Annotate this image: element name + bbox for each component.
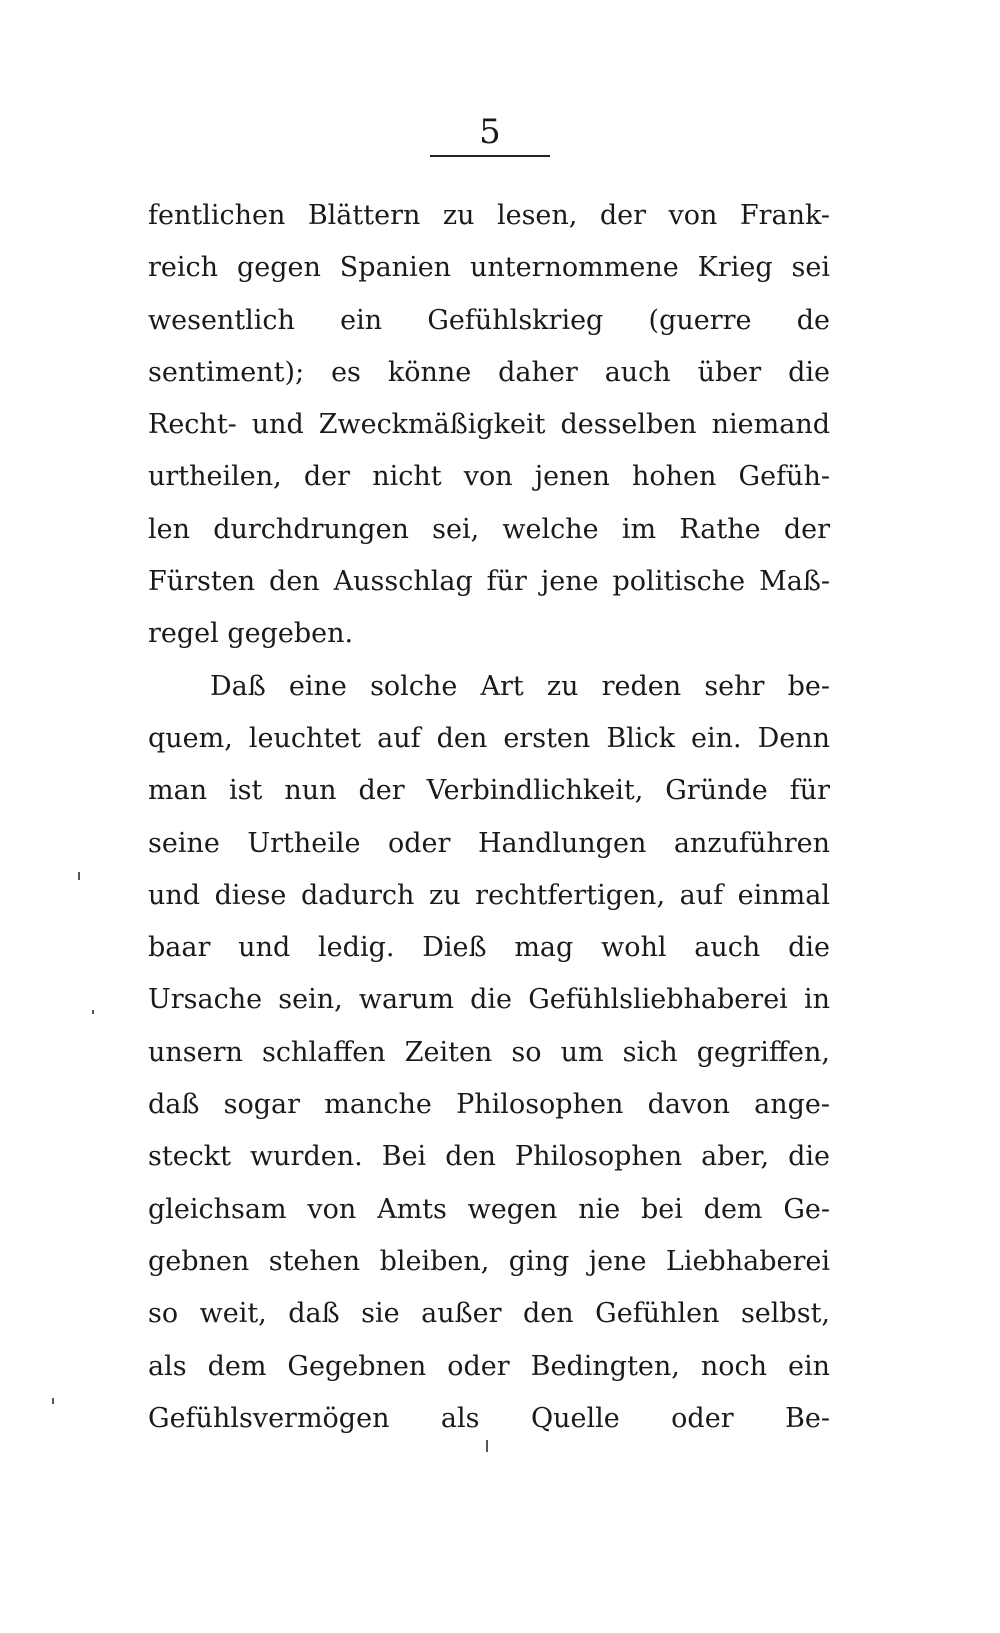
text-line: man ist nun der Verbindlichkeit, Gründe für — [148, 775, 830, 807]
text-line: baar und ledig. Dieß mag wohl auch die — [148, 932, 830, 964]
text-line: wesentlich ein Gefühlskrieg (guerre de — [148, 304, 830, 336]
text-line: len durchdrungen sei, welche im Rathe der — [148, 513, 830, 545]
paper-speck — [92, 1010, 94, 1014]
text-line: unsern schlaffen Zeiten so um sich gegriffen, — [148, 1036, 830, 1068]
text-line: gebnen stehen bleiben, ging jene Liebhaberei — [148, 1245, 830, 1277]
text-line: steckt wurden. Bei den Philosophen aber, die — [148, 1141, 830, 1173]
body-text — [148, 190, 830, 1445]
text-line: regel gegeben. — [148, 618, 354, 650]
text-line: Recht- und Zweckmäßigkeit desselben niemand — [148, 409, 830, 441]
text-line: daß sogar manche Philosophen davon ange- — [148, 1089, 830, 1121]
paper-speck — [78, 872, 80, 880]
paper-speck — [52, 1398, 54, 1404]
text-line: Ursache sein, warum die Gefühlsliebhaberei in — [148, 984, 830, 1016]
text-line: Fürsten den Ausschlag für jene politische Maß- — [148, 566, 830, 598]
text-line: sentiment); es könne daher auch über die — [148, 356, 830, 388]
text-line: als dem Gegebnen oder Bedingten, noch ein — [148, 1350, 830, 1382]
text-line: urtheilen, der nicht von jenen hohen Gefüh- — [148, 461, 830, 493]
text-line: Daß eine solche Art zu reden sehr be- — [210, 670, 830, 702]
header-rule — [430, 155, 550, 157]
text-line: fentlichen Blättern zu lesen, der von Frank- — [148, 200, 830, 231]
page-number: 5 — [479, 112, 501, 152]
paper-speck — [486, 1440, 488, 1452]
text-line: Gefühlsvermögen als Quelle oder Be- — [148, 1402, 830, 1434]
text-line: so weit, daß sie außer den Gefühlen selbst, — [148, 1298, 830, 1330]
text-line: reich gegen Spanien unternommene Krieg sei — [148, 252, 830, 284]
text-line: gleichsam von Amts wegen nie bei dem Ge- — [148, 1193, 830, 1225]
text-line: seine Urtheile oder Handlungen anzuführen — [148, 827, 830, 859]
text-line: quem, leuchtet auf den ersten Blick ein. Denn — [148, 722, 830, 754]
text-line: und diese dadurch zu rechtfertigen, auf einmal — [148, 879, 830, 911]
